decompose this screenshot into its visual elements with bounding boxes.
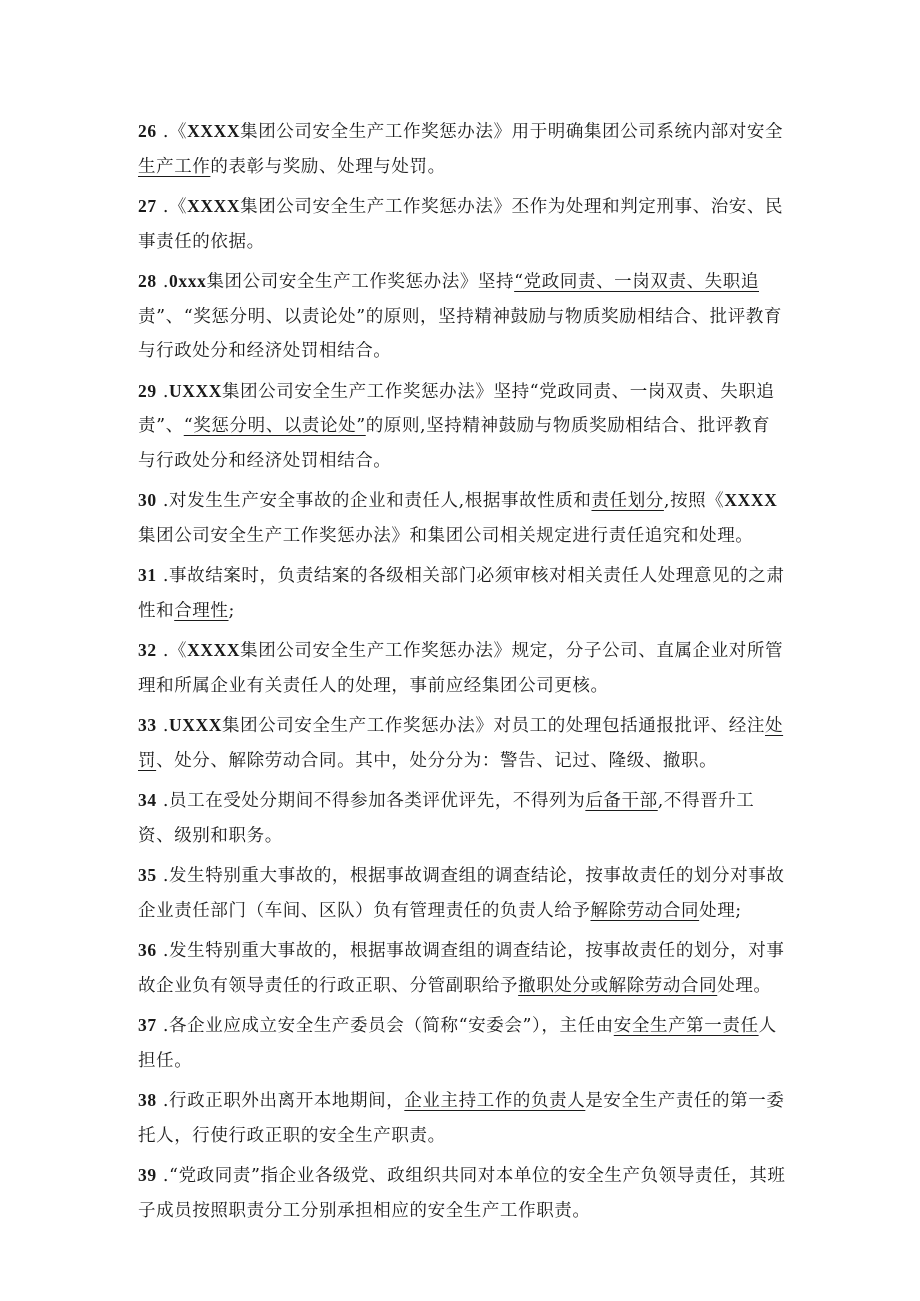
statement-text: .《 bbox=[156, 122, 188, 142]
statement-number: 26 bbox=[138, 121, 157, 141]
statement-text: .发生特别重大事故的，根据事故调查组的调查结论，按事故责任的划分对事故企业责任部门（车间、区队）负有管理责任的负责人给予 bbox=[138, 866, 785, 921]
statement-number: 37 bbox=[138, 1015, 157, 1035]
statement-number: 30 bbox=[138, 490, 157, 510]
statement-text: 处理; bbox=[699, 900, 742, 921]
statement-number: 36 bbox=[138, 940, 157, 960]
statement-number: 34 bbox=[138, 790, 157, 810]
statement-text: 集团公司安全生产工作奖惩办法》规定，分子公司、直属企业对所管理和所属企业有关责任人的处理，事前应经集团公司更核。 bbox=[138, 641, 784, 696]
statement-text: 的原则,坚持精神鼓励与物质奖励相结合、批评教育与行政处分和经济处罚相结合。 bbox=[138, 416, 771, 471]
statement-text: 集团公司安全生产工作奖惩办法》对员工的处理包括通报批评、经注 bbox=[221, 716, 765, 736]
underlined-answer: 撤职处分或解除劳动合同 bbox=[518, 975, 718, 996]
statement-number: 38 bbox=[138, 1090, 157, 1110]
statement-29 bbox=[138, 374, 788, 479]
statement-text: .对发生生产安全事故的企业和责任人,根据事故性质和 bbox=[156, 491, 592, 511]
statement-35 bbox=[138, 858, 788, 928]
company-placeholder: UXXX bbox=[169, 380, 222, 401]
statement-text: 是安全生产责任的第一委托人，行使行政正职的安全生产职责。 bbox=[138, 1091, 785, 1146]
statement-37 bbox=[138, 1008, 788, 1078]
company-placeholder: UXXX bbox=[169, 715, 222, 735]
statement-text: .《 bbox=[156, 641, 188, 661]
statement-text: ,不得晋升工资、级别和职务。 bbox=[138, 791, 755, 846]
statement-31 bbox=[138, 558, 788, 628]
statement-number: 33 bbox=[138, 715, 157, 735]
statement-text: 集团公司安全生产工作奖惩办法》和集团公司相关规定进行责任追究和处理。 bbox=[138, 525, 754, 546]
statement-text: 、处分、解除劳动合同。其中，处分分为：警告、记过、隆级、撤职。 bbox=[156, 750, 718, 771]
statement-text: 集团公司安全生产工作奖惩办法》坚持“党政同责、一岗双责、失职追责”、 bbox=[138, 381, 775, 436]
statement-number: 27 bbox=[138, 196, 157, 216]
statement-text: 集团公司安全生产工作奖惩办法》用于明确集团公司系统内部对安全 bbox=[240, 122, 784, 142]
statement-27 bbox=[138, 189, 788, 259]
statement-number: 29 bbox=[138, 380, 157, 401]
statement-text: .《 bbox=[156, 197, 188, 217]
statement-38 bbox=[138, 1083, 788, 1153]
underlined-answer: 安全生产第一责任 bbox=[613, 1016, 759, 1036]
company-placeholder: XXXX bbox=[724, 490, 778, 510]
underlined-answer: 合理性 bbox=[174, 600, 229, 621]
statement-text: .“党政同责”指企业各级党、政组织共同对本单位的安全生产负领导责任，其班子成员按照职责分工分别承担相应的安全生产工作职责。 bbox=[138, 1166, 786, 1221]
underlined-answer: “奖惩分明、以责论处” bbox=[183, 416, 366, 436]
statement-39 bbox=[138, 1158, 788, 1228]
statement-36 bbox=[138, 933, 788, 1003]
company-placeholder: XXXX bbox=[187, 640, 241, 660]
underlined-answer: 处罚 bbox=[138, 716, 784, 771]
statement-text: 集团公司安全生产工作奖惩办法》丕作为处理和判定刑事、治安、民事责任的依据。 bbox=[138, 197, 784, 252]
statement-30 bbox=[138, 483, 788, 553]
statement-number: 39 bbox=[138, 1165, 157, 1185]
statement-text: .发生特别重大事故的，根据事故调查组的调查结论，按事故责任的划分，对事故企业负有领导责任的行政正职、分管副职给予 bbox=[138, 941, 785, 996]
statement-33 bbox=[138, 708, 788, 778]
underlined-answer: 解除劳动合同 bbox=[590, 900, 700, 921]
statement-number: 35 bbox=[138, 865, 157, 885]
underlined-answer: 责任划分 bbox=[591, 491, 664, 511]
statement-26 bbox=[138, 114, 788, 184]
statement-text: 的表彰与奖励、处理与处罚。 bbox=[210, 156, 446, 177]
statement-text: ,按照《 bbox=[663, 491, 725, 511]
underlined-answer: 生产工作 bbox=[138, 156, 211, 177]
underlined-answer: 后备干部 bbox=[585, 791, 658, 811]
statement-text: .事故结案时，负责结案的各级相关部门必须审核对相关责任人处理意见的之肃性和 bbox=[138, 566, 785, 621]
company-placeholder: 0xxx bbox=[169, 271, 207, 291]
statement-text: .员工在受处分期间不得参加各类评优评先，不得列为 bbox=[156, 791, 586, 811]
statement-number: 31 bbox=[138, 565, 157, 585]
question-list bbox=[138, 114, 788, 1233]
statement-text: 人担任。 bbox=[138, 1016, 777, 1071]
statement-text: . bbox=[156, 716, 170, 736]
statement-text: 处理。 bbox=[717, 975, 772, 996]
statement-text: . bbox=[156, 272, 170, 292]
statement-text: 集团公司安全生产工作奖惩办法》坚持 bbox=[206, 272, 515, 292]
statement-text: .行政正职外出离开本地期间， bbox=[156, 1091, 405, 1111]
company-placeholder: XXXX bbox=[187, 121, 241, 141]
underlined-answer: 企业主持工作的负责人 bbox=[404, 1091, 586, 1111]
statement-text: .各企业应成立安全生产委员会（简称“安委会”），主任由 bbox=[156, 1016, 614, 1036]
company-placeholder: XXXX bbox=[187, 196, 241, 216]
statement-text: ; bbox=[228, 600, 236, 621]
statement-text: . bbox=[156, 381, 170, 402]
statement-number: 28 bbox=[138, 271, 157, 291]
underlined-answer: “党政同责、一岗双责、失职追 bbox=[514, 272, 759, 292]
statement-number: 32 bbox=[138, 640, 157, 660]
statement-text: 责”、“奖惩分明、以责论处”的原则，坚持精神鼓励与物质奖励相结合、批评教育与行政处分和经济处罚相结合。 bbox=[138, 306, 783, 361]
statement-28 bbox=[138, 264, 788, 369]
statement-34 bbox=[138, 783, 788, 853]
statement-32 bbox=[138, 633, 788, 703]
